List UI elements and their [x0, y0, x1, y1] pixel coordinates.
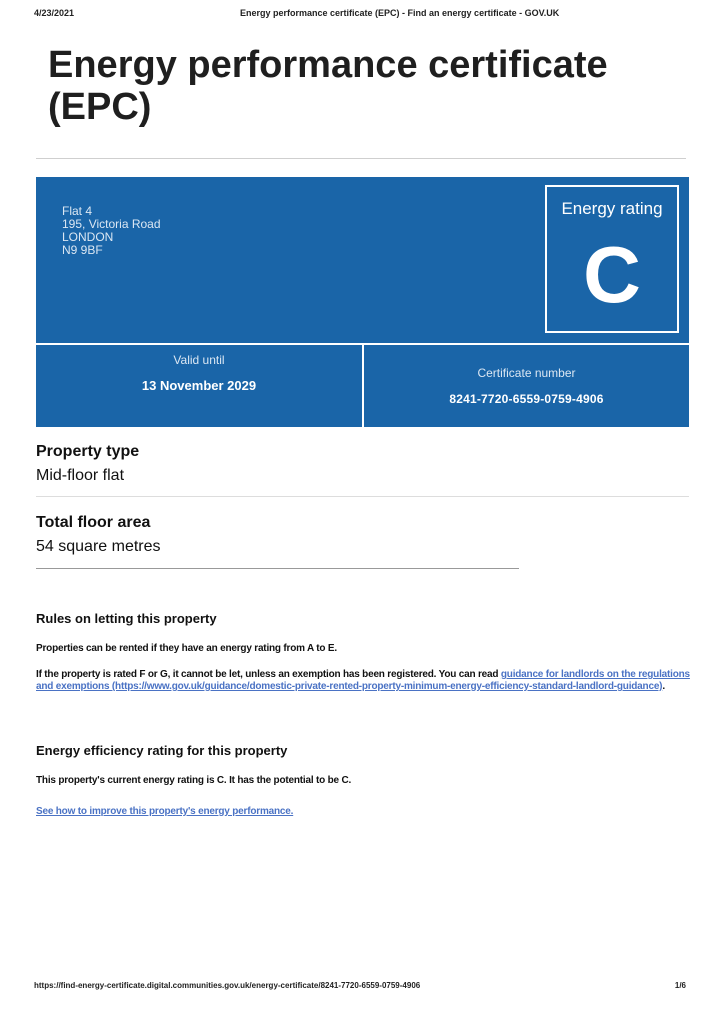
efficiency-rating-paragraph: This property's current energy rating is C. It has the potential to be C.: [36, 775, 352, 786]
letting-exemption-text: If the property is rated F or G, it cannot be let, unless an exemption has been registered. You can read: [36, 669, 501, 680]
address-line: LONDON: [62, 230, 114, 244]
certificate-panel: [36, 177, 689, 427]
floor-area-divider: [36, 568, 519, 569]
property-type-label: Property type: [36, 443, 140, 460]
improve-performance-paragraph: [36, 806, 691, 818]
page-title: Energy performance certificate (EPC): [48, 44, 608, 128]
improve-performance-link[interactable]: See how to improve this property's energy performance.: [36, 806, 294, 817]
print-date: 4/23/2021: [34, 8, 75, 18]
address-line: 195, Victoria Road: [62, 217, 161, 231]
efficiency-rating-heading: Energy efficiency rating for this property: [36, 743, 288, 758]
letting-rules-heading: Rules on letting this property: [36, 611, 217, 626]
energy-rating-letter: C: [583, 230, 641, 319]
address-line: Flat 4: [62, 204, 93, 218]
valid-until-date: 13 November 2029: [141, 378, 257, 393]
valid-until-label: Valid until: [173, 353, 225, 367]
print-footer-url: https://find-energy-certificate.digital.communities.gov.uk/energy-certificate/8241-7720-6559-0759-4906: [34, 981, 421, 990]
energy-rating-box: [545, 185, 679, 333]
print-page-number: 1/6: [674, 981, 686, 990]
print-header: [34, 8, 690, 22]
panel-divider-vertical: [362, 343, 364, 427]
print-footer: [34, 981, 686, 993]
energy-rating-label: Energy rating: [561, 199, 663, 218]
property-type-divider: [36, 496, 689, 497]
letting-exemption-end: .: [662, 681, 665, 692]
property-type-value: Mid-floor flat: [36, 467, 125, 484]
certificate-number-label: Certificate number: [477, 366, 576, 380]
floor-area-value: 54 square metres: [36, 538, 161, 555]
letting-exemption-paragraph: [36, 669, 691, 693]
address-line: N9 9BF: [62, 243, 103, 257]
certificate-number: 8241-7720-6559-0759-4906: [449, 392, 604, 406]
print-page-title: Energy performance certificate (EPC) - Find an energy certificate - GOV.UK: [240, 8, 560, 18]
title-divider: [36, 158, 686, 159]
property-address: [62, 205, 161, 257]
letting-rules-paragraph: Properties can be rented if they have an energy rating from A to E.: [36, 643, 337, 654]
landlord-guidance-link[interactable]: guidance for landlords on the regulations and exemptions (https://www.gov.uk/guidance/domestic-private-rented-property-minimum-energy-efficiency-standard-landlord-guidance): [36, 669, 690, 692]
floor-area-label: Total floor area: [36, 514, 151, 531]
